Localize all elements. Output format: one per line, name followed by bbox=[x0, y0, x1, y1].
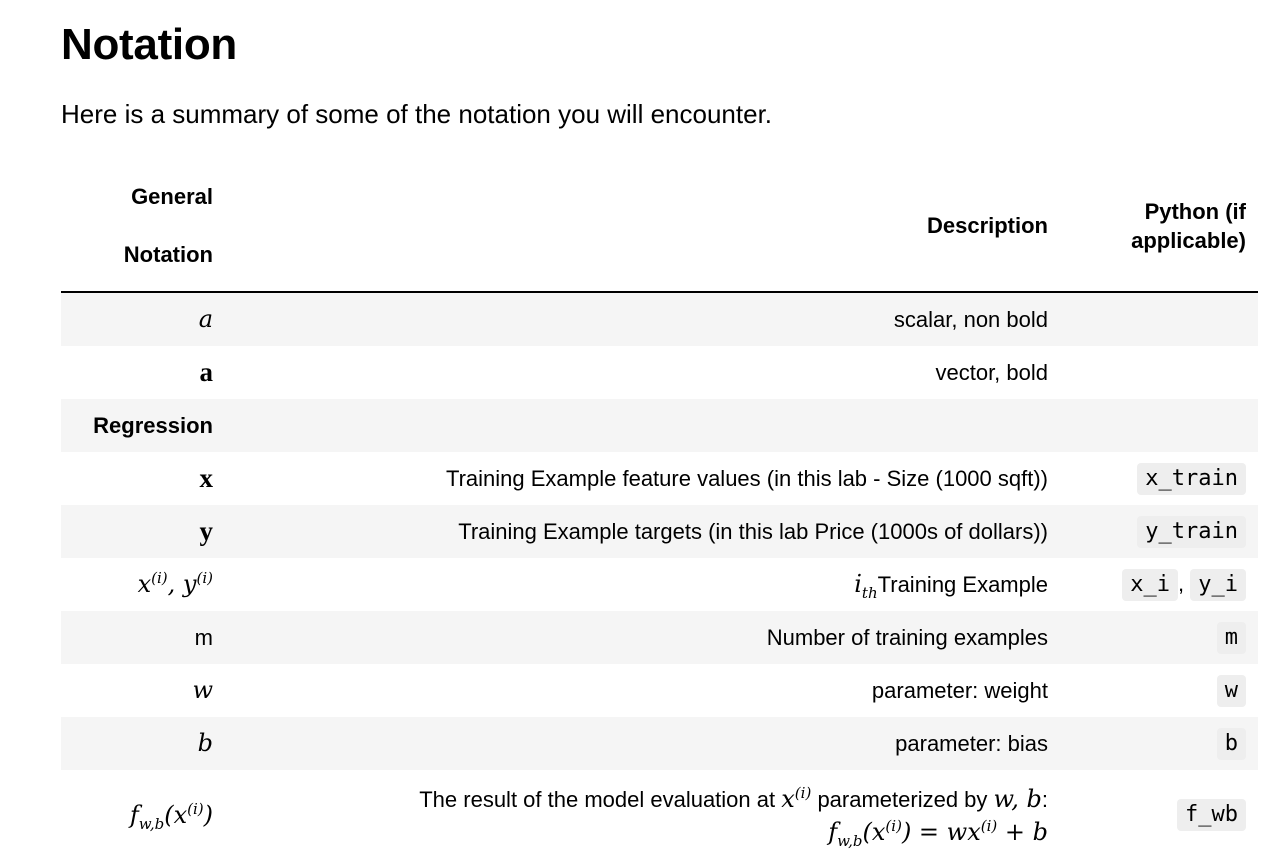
notation-cell: m bbox=[61, 611, 225, 664]
table-row bbox=[61, 664, 1258, 717]
code-m: m bbox=[1217, 622, 1246, 654]
python-cell bbox=[1060, 611, 1258, 664]
notation-cell bbox=[61, 452, 225, 505]
header-python: Python (if applicable) bbox=[1060, 160, 1258, 292]
notation-cell bbox=[61, 664, 225, 717]
table-row bbox=[61, 346, 1258, 399]
math-i-th: $i_{th}$ bbox=[854, 570, 878, 602]
code-y-i: y_i bbox=[1190, 569, 1246, 601]
model-formula: $f_{w,b}(x^{(i)}) = wx^{(i)} + b$ bbox=[828, 816, 1048, 850]
python-cell bbox=[1060, 346, 1258, 399]
notation-x-vector: x bbox=[199, 462, 213, 493]
table-row bbox=[61, 452, 1258, 505]
section-label: Regression bbox=[61, 399, 225, 452]
notation-vector: a bbox=[199, 356, 213, 387]
code-b: b bbox=[1217, 728, 1246, 760]
notation-xi-yi: $x^{(i)}$, $y^{(i)}$ bbox=[137, 569, 213, 598]
intro-text: Here is a summary of some of the notation you will encounter. bbox=[61, 99, 773, 129]
notation-fwb: $f_{w,b}(x^{(i)})$ bbox=[129, 799, 213, 833]
code-f-wb: f_wb bbox=[1177, 799, 1246, 831]
notation-w: w bbox=[192, 676, 213, 704]
header-description: Description bbox=[225, 160, 1060, 292]
code-x-i: x_i bbox=[1122, 569, 1178, 601]
python-cell bbox=[1060, 770, 1258, 860]
python-cell bbox=[1060, 717, 1258, 770]
table-header-row bbox=[61, 160, 1258, 292]
notation-cell bbox=[61, 505, 225, 558]
table-row bbox=[61, 292, 1258, 346]
header-notation-label: Notation bbox=[123, 241, 213, 267]
notation-cell bbox=[61, 770, 225, 860]
header-general-notation bbox=[61, 160, 225, 292]
page-title: Notation bbox=[61, 20, 238, 69]
description-cell: Training Example targets (in this lab Price (1000s of dollars)) bbox=[225, 505, 1060, 558]
python-cell bbox=[1060, 452, 1258, 505]
table-row bbox=[61, 611, 1258, 664]
notation-cell bbox=[61, 558, 225, 611]
notation-b: b bbox=[197, 729, 213, 757]
section-row bbox=[61, 399, 1258, 452]
python-cell bbox=[1060, 292, 1258, 346]
description-cell bbox=[225, 770, 1060, 860]
description-cell: parameter: bias bbox=[225, 717, 1060, 770]
description-cell: $i_{th}Training$ Example bbox=[854, 570, 1048, 602]
notation-scalar: a bbox=[198, 305, 213, 333]
table-row bbox=[61, 505, 1258, 558]
model-eval-description: The result of the model evaluation at $x^{(i)}$ parameterized by w, b: bbox=[419, 783, 1048, 813]
table-row bbox=[61, 558, 1258, 611]
notation-table bbox=[61, 160, 1258, 860]
description-cell: Training Example feature values (in this lab - Size (1000 sqft)) bbox=[445, 465, 1048, 491]
header-general-label: General bbox=[131, 183, 213, 209]
description-cell: parameter: weight bbox=[871, 677, 1048, 703]
description-cell: vector, bold bbox=[935, 359, 1048, 385]
python-cell bbox=[1060, 664, 1258, 717]
python-cell: x_i , y_i bbox=[1060, 558, 1258, 611]
code-w: w bbox=[1217, 675, 1246, 707]
notation-cell bbox=[61, 292, 225, 346]
notation-cell bbox=[61, 717, 225, 770]
table-row bbox=[61, 717, 1258, 770]
table-row bbox=[61, 770, 1258, 860]
code-x-train: x_train bbox=[1137, 463, 1246, 495]
notation-cell bbox=[61, 346, 225, 399]
description-cell: Number of training examples bbox=[225, 611, 1060, 664]
description-cell: scalar, non bold bbox=[225, 292, 1060, 346]
python-cell bbox=[1060, 505, 1258, 558]
code-y-train: y_train bbox=[1137, 516, 1246, 548]
notation-y-vector: y bbox=[199, 515, 213, 546]
